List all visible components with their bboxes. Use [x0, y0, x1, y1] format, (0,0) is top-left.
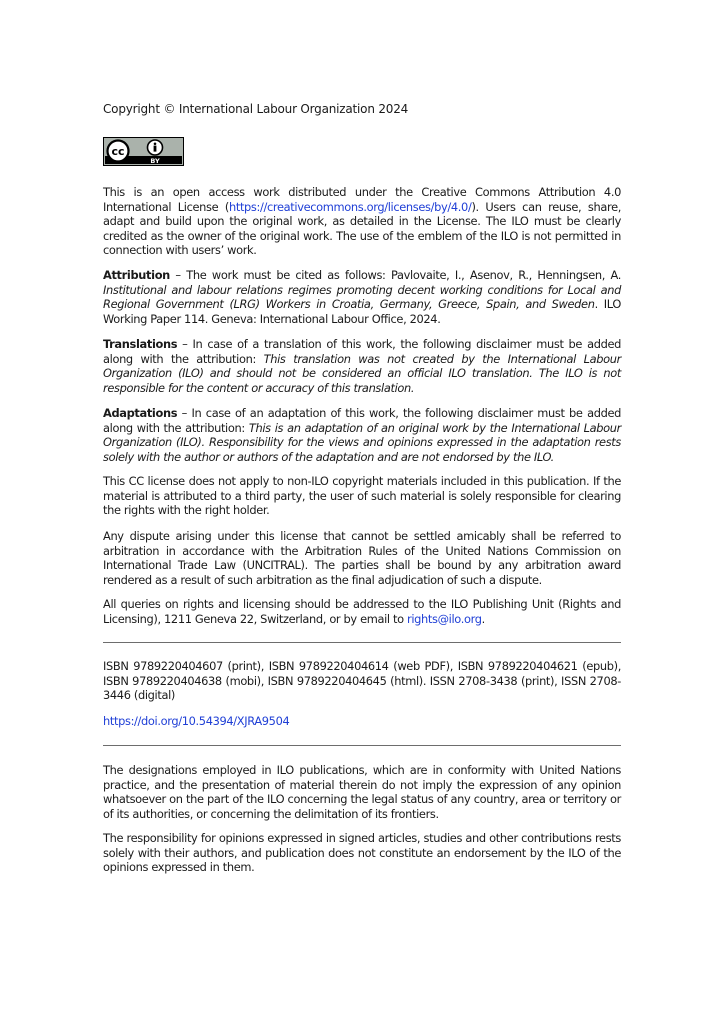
- by-label: BY: [150, 157, 160, 165]
- attribution-paragraph: [103, 268, 621, 326]
- queries-text-end: .: [481, 611, 485, 626]
- cc-logo-text: cc: [111, 145, 125, 158]
- adaptations-paragraph: [103, 406, 621, 464]
- license-paragraph: [103, 185, 621, 258]
- cc-by-license-badge[interactable]: [103, 137, 184, 166]
- doi-link[interactable]: https://doi.org/10.54394/XJRA9504: [103, 714, 290, 728]
- attribution-text-end: . ILO Working Paper 114. Geneva: International Labour Office, 2024.: [103, 297, 621, 326]
- attribution-text-start: – The work must be cited as follows: Pavlovaite, I., Asenov, R., Henningsen, A.: [169, 268, 621, 282]
- attribution-heading: Attribution: [103, 268, 170, 282]
- license-text-start: This is an open access work distributed under the Creative Commons Attribution 4.0 International License (: [103, 185, 621, 214]
- divider-top: [103, 642, 621, 643]
- adaptations-heading: Adaptations: [103, 406, 178, 420]
- rights-email-link[interactable]: rights@ilo.org: [407, 611, 482, 626]
- translations-paragraph: [103, 337, 621, 395]
- queries-paragraph: [103, 597, 621, 626]
- divider-bottom: [103, 745, 621, 746]
- translations-disclaimer: This translation was not created by the International Labour Organization (ILO) and should not be considered an official ILO translation. The ILO is not responsible for the content or accuracy of this translation.: [103, 351, 621, 395]
- license-text-end: ). Users can reuse, share, adapt and build upon the original work, as detailed in the License. The ILO must be clearly credited as the owner of the original work. The use of the emblem of the ILO is not permitted in connection with users’ work.: [103, 199, 621, 257]
- dispute-paragraph: Any dispute arising under this license that cannot be settled amicably shall be referred to arbitration in accordance with the Arbitration Rules of the United Nations Commission on International Trade Law (UNCITRAL). The parties shall be bound by any arbitration award rendered as a result of such arbitration as the final adjudication of such a dispute.: [103, 529, 621, 587]
- translations-text: – In case of a translation of this work, the following disclaimer must be added along with the attribution:: [103, 337, 621, 366]
- attribution-title: Institutional and labour relations regimes promoting decent working conditions for Local and Regional Government (LRG) Workers in Croatia, Germany, Greece, Spain, and Sweden: [103, 282, 621, 311]
- copyright-line: Copyright © International Labour Organization 2024: [103, 102, 409, 116]
- cc-scope-paragraph: This CC license does not apply to non-ILO copyright materials included in this publication. If the material is attributed to a third party, the user of such material is solely responsible for clearing the rights with the right holder.: [103, 474, 621, 517]
- queries-text: All queries on rights and licensing should be addressed to the ILO Publishing Unit (Rights and Licensing), 1211 Geneva 22, Switzerland, or by email to: [103, 597, 621, 626]
- cc-by-icon: [104, 138, 183, 165]
- adaptations-disclaimer: This is an adaptation of an original work by the International Labour Organization (ILO). Responsibility for the views and opinions expressed in the adaptation rests solely with the author or authors of the adaptation and are not endorsed by the ILO.: [103, 420, 621, 464]
- license-url-link[interactable]: https://creativecommons.org/licenses/by/4.0/: [228, 199, 472, 214]
- isbn-paragraph: ISBN 9789220404607 (print), ISBN 9789220404614 (web PDF), ISBN 9789220404621 (epub), ISBN 9789220404638 (mobi), ISBN 9789220404645 (html). ISSN 2708-3438 (print), ISSN 2708-3446 (digital): [103, 659, 621, 702]
- adaptations-text: – In case of an adaptation of this work, the following disclaimer must be added along with the attribution:: [103, 406, 621, 435]
- designations-paragraph: The designations employed in ILO publications, which are in conformity with United Nations practice, and the presentation of material therein do not imply the expression of any opinion whatsoever on the part of the ILO concerning the legal status of any country, area or territory or of its authorities, or concerning the delimitation of its frontiers.: [103, 763, 621, 821]
- responsibility-paragraph: The responsibility for opinions expressed in signed articles, studies and other contributions rests solely with their authors, and publication does not constitute an endorsement by the ILO of the opinions expressed in them.: [103, 831, 621, 874]
- translations-heading: Translations: [103, 337, 178, 351]
